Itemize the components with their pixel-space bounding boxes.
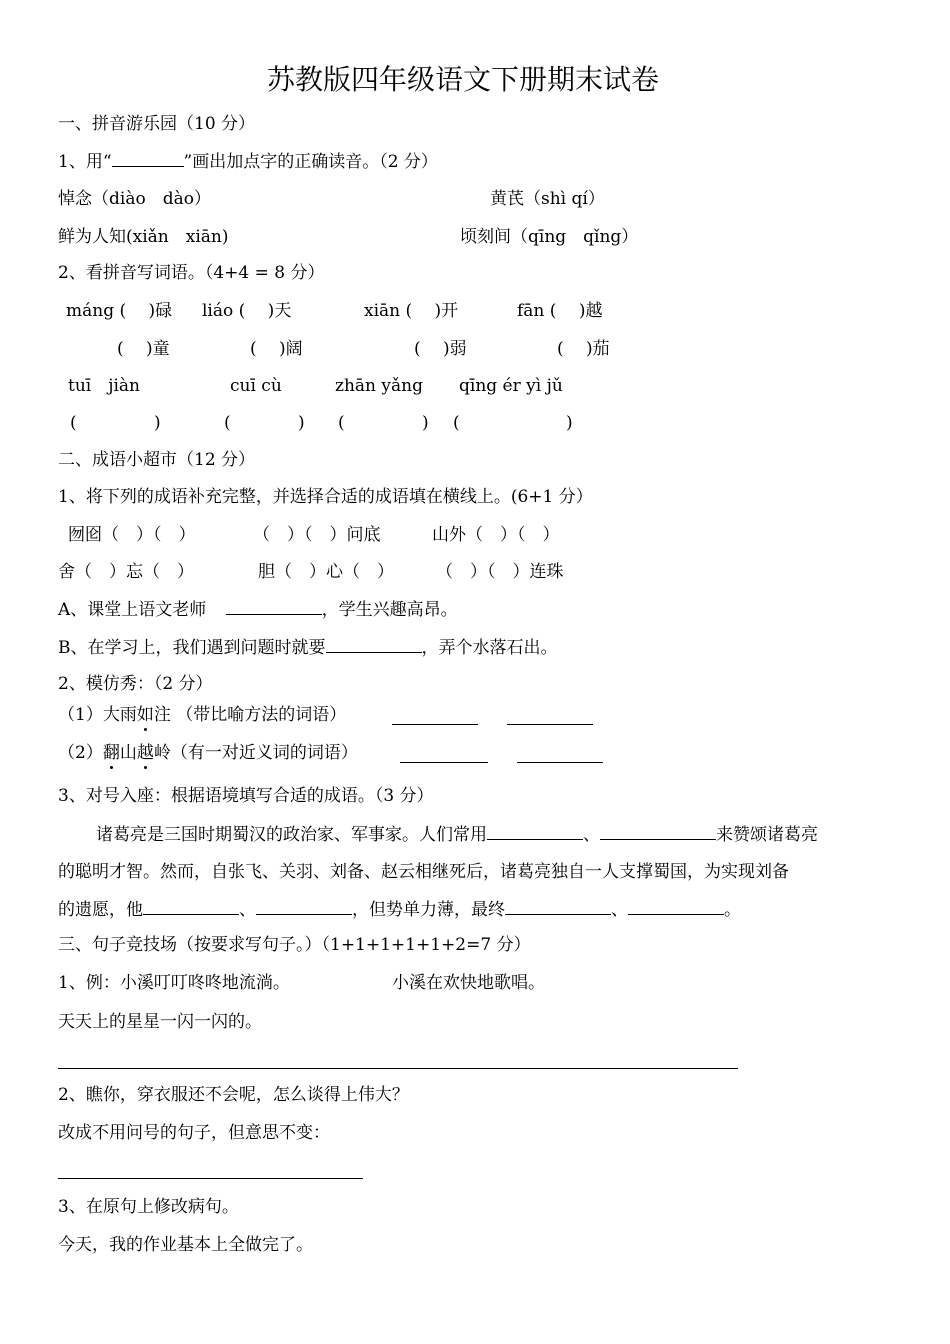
dotted-char: 越 — [136, 743, 154, 763]
answer-blank — [143, 898, 239, 915]
answer-blank — [487, 823, 583, 840]
s2-q3-p3-pre: 的遗愿，他 — [58, 900, 143, 920]
idiom-item: 胆（ ）心（ ） — [258, 562, 394, 582]
page-title: 苏教版四年级语文下册期末试卷 — [267, 63, 660, 96]
s2-q2-i1-pre: （1）大雨 — [58, 705, 137, 725]
paren: ( — [224, 413, 231, 433]
idiom-item: 囫囵（ ）（ ） — [68, 525, 196, 545]
answer-line — [58, 1068, 738, 1069]
s3-q1-example: 1、例：小溪叮叮咚咚地流淌。 — [58, 973, 290, 993]
s2-q3-para-3 — [58, 898, 741, 921]
s3-q1-example-b: 小溪在欢快地歌唱。 — [392, 973, 545, 993]
pinyin-cell: cuī cù — [230, 376, 282, 396]
dotted-char: 翻 — [102, 743, 120, 763]
s2-q3-p1-post: 来赞颂诸葛亮 — [716, 825, 818, 845]
answer-blank — [507, 724, 593, 725]
s3-q3-heading: 3、在原句上修改病句。 — [58, 1197, 239, 1217]
s1-q1-item-3: 鲜为人知(xiǎn xiān) — [58, 227, 229, 247]
s2-q1-heading: 1、将下列的成语补充完整，并选择合适的成语填在横线上。(6+1 分） — [58, 487, 593, 507]
s2-q3-p1-sep: 、 — [583, 825, 600, 845]
paren: ( — [453, 413, 460, 433]
paren: ) — [566, 413, 573, 433]
s1-q1-item-1: 悼念（diào dào） — [58, 189, 211, 209]
answer-blank — [226, 598, 322, 615]
answer-blank — [600, 823, 716, 840]
answer-blank — [400, 762, 488, 763]
pinyin-cell: ( )阔 — [250, 339, 303, 359]
s1-q1-item-4: 顷刻间（qīng qǐng） — [460, 227, 639, 247]
s2-q3-p1-pre: 诸葛亮是三国时期蜀汉的政治家、军事家。人们常用 — [96, 825, 487, 845]
paren: ) — [298, 413, 305, 433]
pinyin-cell: liáo ( )天 — [202, 301, 292, 321]
s3-q3-sentence: 今天，我的作业基本上全做完了。 — [58, 1235, 313, 1255]
paren: ( — [338, 413, 345, 433]
s1-q1-heading — [58, 150, 438, 173]
paren: ) — [422, 413, 429, 433]
answer-blank — [392, 724, 478, 725]
s2-q3-p3-end: 。 — [724, 900, 741, 920]
s2-q2-i2-mid: 山 — [119, 743, 137, 763]
pinyin-cell: ( )茄 — [557, 339, 610, 359]
s2-q1-a — [58, 598, 458, 621]
idiom-item: 山外（ ）（ ） — [432, 525, 560, 545]
paren: ( — [70, 413, 77, 433]
pinyin-cell: zhān yǎng — [335, 376, 423, 396]
s2-q2-item-1 — [58, 704, 346, 726]
pinyin-cell: ( )弱 — [414, 339, 467, 359]
pinyin-cell: qīng ér yì jǔ — [459, 376, 563, 396]
answer-blank — [628, 898, 724, 915]
s2-q1-b-post: ，弄个水落石出。 — [421, 638, 558, 658]
pinyin-cell: ( )童 — [117, 339, 170, 359]
s2-q3-p3-mid: ，但势单力薄，最终 — [352, 900, 505, 920]
s2-q2-i2-pre: （2） — [58, 743, 103, 763]
s2-q1-a-post: ，学生兴趣高昂。 — [321, 600, 458, 620]
s2-q2-heading: 2、模仿秀：（2 分） — [58, 674, 213, 694]
s2-q3-p3-sep1: 、 — [239, 900, 256, 920]
pinyin-cell: fān ( )越 — [517, 301, 603, 321]
s2-q3-p3-sep2: 、 — [611, 900, 628, 920]
idiom-item: （ ）（ ）问底 — [253, 525, 381, 545]
dotted-char: 如 — [136, 705, 154, 725]
pinyin-cell: tuī jiàn — [68, 376, 141, 396]
section-3-heading: 三、句子竞技场（按要求写句子。）（1+1+1+1+1+2=7 分） — [58, 935, 531, 955]
s2-q1-a-pre: A、课堂上语文老师 — [58, 600, 207, 620]
s1-q1-post: ”画出加点字的正确读音。（2 分） — [183, 152, 438, 172]
answer-blank — [505, 898, 611, 915]
pinyin-cell: xiān ( )开 — [364, 301, 459, 321]
s3-q2-task: 改成不用问号的句子，但意思不变： — [58, 1123, 330, 1143]
s2-q1-b-pre: B、在学习上，我们遇到问题时就要 — [58, 638, 326, 658]
section-2-heading: 二、成语小超市（12 分） — [58, 450, 256, 470]
answer-blank — [517, 762, 603, 763]
s3-q2-sentence: 2、瞧你，穿衣服还不会呢，怎么谈得上伟大？ — [58, 1085, 409, 1105]
s2-q2-i2-post: 岭（有一对近义词的词语） — [153, 743, 358, 763]
paren: ) — [154, 413, 161, 433]
s2-q2-item-2 — [58, 742, 358, 764]
idiom-item: （ ）（ ）连珠 — [436, 562, 564, 582]
answer-blank — [326, 636, 422, 653]
s1-q1-pre: 1、用“ — [58, 152, 112, 172]
s1-q1-item-2: 黄芪（shì qí） — [490, 189, 605, 209]
s3-q1-task: 天天上的星星一闪一闪的。 — [58, 1012, 262, 1032]
s2-q3-para-1 — [96, 823, 818, 846]
s2-q3-para-2: 的聪明才智。然而，自张飞、关羽、刘备、赵云相继死后，诸葛亮独自一人支撑蜀国，为实现刘备 — [58, 862, 789, 882]
s2-q1-b — [58, 636, 558, 659]
section-1-heading: 一、拼音游乐园（10 分） — [58, 114, 256, 134]
answer-line — [58, 1178, 363, 1179]
s2-q2-i1-post: 注 （带比喻方法的词语） — [153, 705, 347, 725]
pinyin-cell: máng ( )碌 — [66, 301, 173, 321]
dot-answer-blank — [112, 150, 184, 167]
idiom-item: 舍（ ）忘（ ） — [58, 562, 194, 582]
s2-q3-heading: 3、对号入座：根据语境填写合适的成语。（3 分） — [58, 786, 434, 806]
answer-blank — [256, 898, 352, 915]
s1-q2-heading: 2、看拼音写词语。（4+4 = 8 分） — [58, 263, 325, 283]
